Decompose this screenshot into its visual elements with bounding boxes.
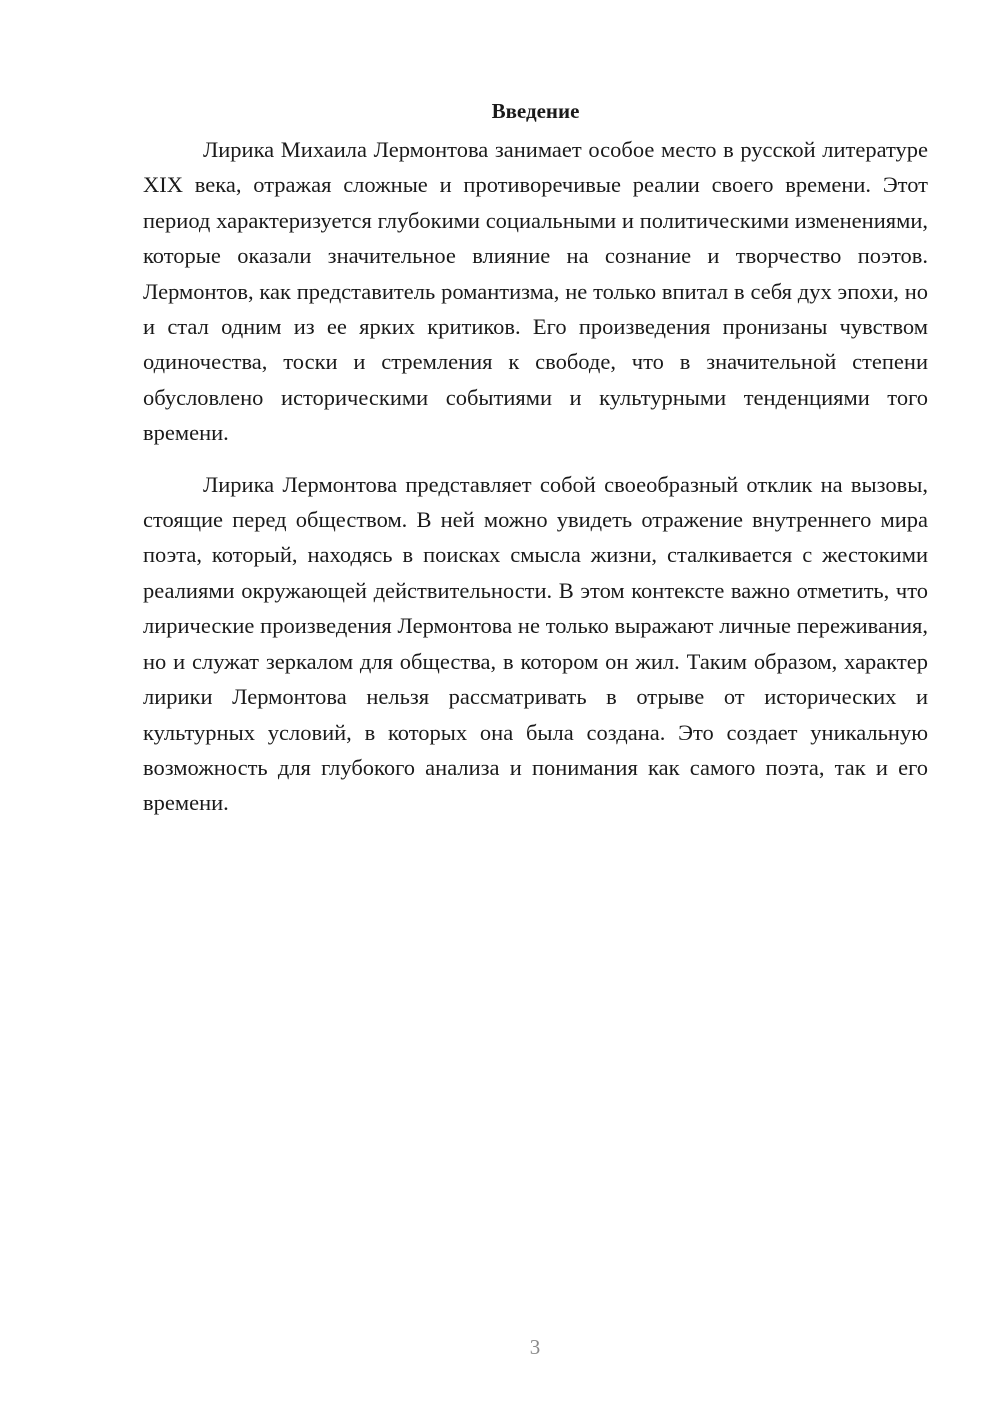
section-heading: Введение (491, 99, 580, 123)
page-number: 3 (529, 1335, 541, 1359)
page-content (143, 96, 928, 821)
paragraph-1: Лирика Михаила Лермонтова занимает особое место в русской литературе XIX века, отражая сложные и противоречивые реалии своего времени. Этот период характеризуется глубокими социальными и политическими изменениями, которые оказали значительное влияние на сознание и творчество поэтов. Лермонтов, как представитель романтизма, не только впитал в себя дух эпохи, но и стал одним из ее ярких критиков. Его произведения пронизаны чувством одиночества, тоски и стремления к свободе, что в значительной степени обусловлено историческими событиями и культурными тенденциями того времени. (143, 137, 928, 446)
paragraph-2: Лирика Лермонтова представляет собой своеобразный отклик на вызовы, стоящие перед обществом. В ней можно увидеть отражение внутреннего мира поэта, который, находясь в поисках смысла жизни, сталкивается с жестокими реалиями окружающей действительности. В этом контексте важно отметить, что лирические произведения Лермонтова не только выражают личные переживания, но и служат зеркалом для общества, в котором он жил. Таким образом, характер лирики Лермонтова нельзя рассматривать в отрыве от исторических и культурных условий, в которых она была создана. Это создает уникальную возможность для глубокого анализа и понимания как самого поэта, так и его времени. (143, 471, 928, 816)
